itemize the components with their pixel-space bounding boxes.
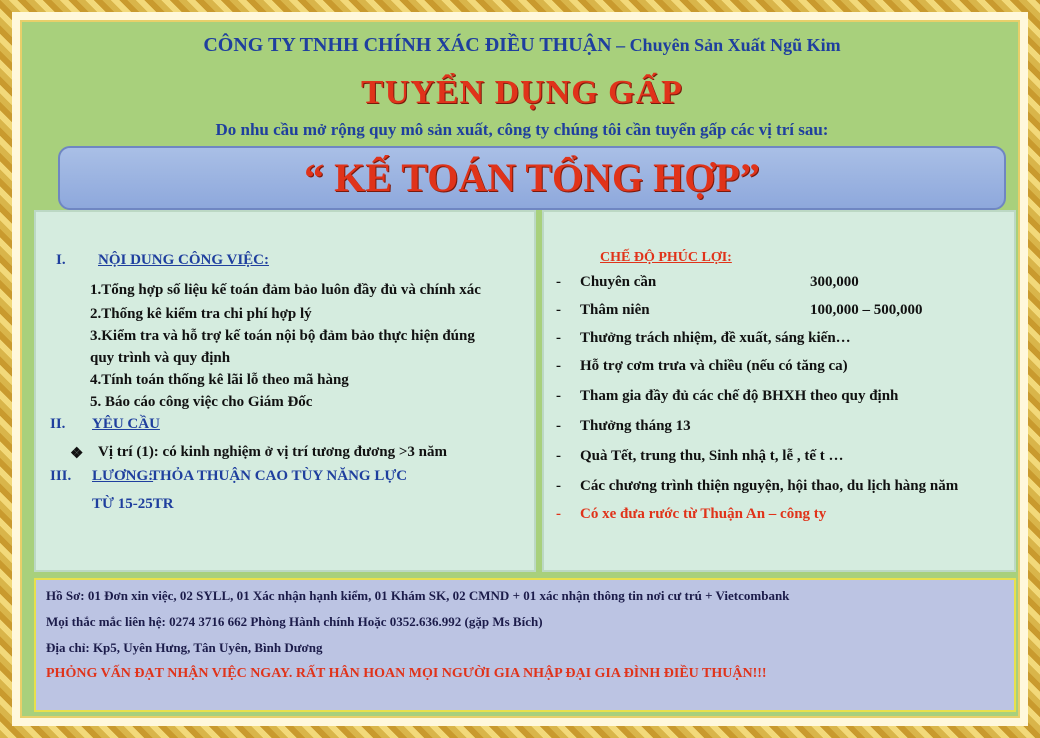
benefit-text: Hỗ trợ cơm trưa và chiều (nếu có tăng ca) xyxy=(580,358,848,374)
address: Địa chỉ: Kp5, Uyên Hưng, Tân Uyên, Bình Dương xyxy=(46,640,323,655)
benefit-text: Tham gia đầy đủ các chế độ BHXH theo quy định xyxy=(580,388,899,404)
slogan: PHỎNG VẤN ĐẠT NHẬN VIỆC NGAY. RẤT HÂN HOAN MỌI NGƯỜI GIA NHẬP ĐẠI GIA ĐÌNH ĐIỀU THUẬN!!! xyxy=(46,666,767,681)
recruitment-poster xyxy=(20,20,1020,718)
duty-item: 3.Kiểm tra và hỗ trợ kế toán nội bộ đảm bảo thực hiện đúng xyxy=(90,328,475,344)
documents-required: Hồ Sơ: 01 Đơn xin việc, 02 SYLL, 01 Xác nhận hạnh kiểm, 01 Khám SK, 02 CMND + 01 xác nhận thông tin nơi cư trú + Vietcombank xyxy=(46,588,790,603)
benefit-text: Chuyên cần xyxy=(580,274,657,290)
benefit-dash: - xyxy=(556,302,561,318)
duty-item: 5. Báo cáo công việc cho Giám Đốc xyxy=(90,394,313,410)
company-tagline: – Chuyên Sản Xuất Ngũ Kim xyxy=(611,35,841,55)
benefit-text: Quà Tết, trung thu, Sinh nhậ t, lễ , tế t … xyxy=(580,448,844,464)
benefit-dash: - xyxy=(556,388,561,404)
requirement-item: Vị trí (1): có kinh nghiệm ở vị trí tương đương >3 năm xyxy=(98,444,447,460)
section-number: II. xyxy=(50,416,66,432)
salary-range: TỪ 15-25TR xyxy=(92,496,174,512)
benefit-dash: - xyxy=(556,358,561,374)
benefits-title: CHẾ ĐỘ PHÚC LỢI: xyxy=(600,250,732,265)
requirement-bullet-icon: ❖ xyxy=(70,446,84,462)
benefit-dash: - xyxy=(556,478,561,494)
company-header xyxy=(22,34,1022,57)
benefits-panel xyxy=(542,210,1016,572)
position-banner: “ KẾ TOÁN TỔNG HỢP” xyxy=(58,146,1006,210)
job-details-panel xyxy=(34,210,536,572)
salary-value: THỎA THUẬN CAO TÙY NĂNG LỰC xyxy=(150,468,408,484)
benefit-dash: - xyxy=(556,274,561,290)
section-title: NỘI DUNG CÔNG VIỆC: xyxy=(98,252,269,268)
headline: TUYỂN DỤNG GẤP xyxy=(361,74,683,111)
duty-item: 2.Thống kê kiểm tra chi phí hợp lý xyxy=(90,306,312,322)
benefit-amount: 100,000 – 500,000 xyxy=(810,302,923,318)
section-number: III. xyxy=(50,468,72,484)
benefit-amount: 300,000 xyxy=(810,274,859,290)
section-title: YÊU CẦU xyxy=(92,416,160,432)
duty-item: quy trình và quy định xyxy=(90,350,231,366)
benefit-dash: - xyxy=(556,418,561,434)
benefit-text: Các chương trình thiện nguyện, hội thao, du lịch hàng năm xyxy=(580,478,959,494)
benefit-dash: - xyxy=(556,448,561,464)
contact-info: Mọi thắc mắc liên hệ: 0274 3716 662 Phòng Hành chính Hoặc 0352.636.992 (gặp Ms Bích) xyxy=(46,614,543,629)
intro-text: Do nhu cầu mở rộng quy mô sản xuất, công ty chúng tôi cần tuyển gấp các vị trí sau: xyxy=(215,120,829,139)
section-title: LƯƠNG: xyxy=(92,468,154,484)
benefit-text: Thưởng trách nhiệm, đề xuất, sáng kiến… xyxy=(580,330,851,346)
benefit-dash: - xyxy=(556,330,561,346)
benefit-text: Có xe đưa rước từ Thuận An – công ty xyxy=(580,506,827,522)
benefit-text: Thâm niên xyxy=(580,302,650,318)
section-number: I. xyxy=(56,252,66,268)
benefit-dash: - xyxy=(556,506,561,522)
company-name: CÔNG TY TNHH CHÍNH XÁC ĐIỀU THUẬN xyxy=(203,34,612,56)
application-info-footer xyxy=(34,578,1016,712)
benefit-text: Thưởng tháng 13 xyxy=(580,418,691,434)
duty-item: 4.Tính toán thống kê lãi lỗ theo mã hàng xyxy=(90,372,349,388)
duty-item: 1.Tổng hợp số liệu kế toán đảm bảo luôn đầy đủ và chính xác xyxy=(90,282,481,298)
